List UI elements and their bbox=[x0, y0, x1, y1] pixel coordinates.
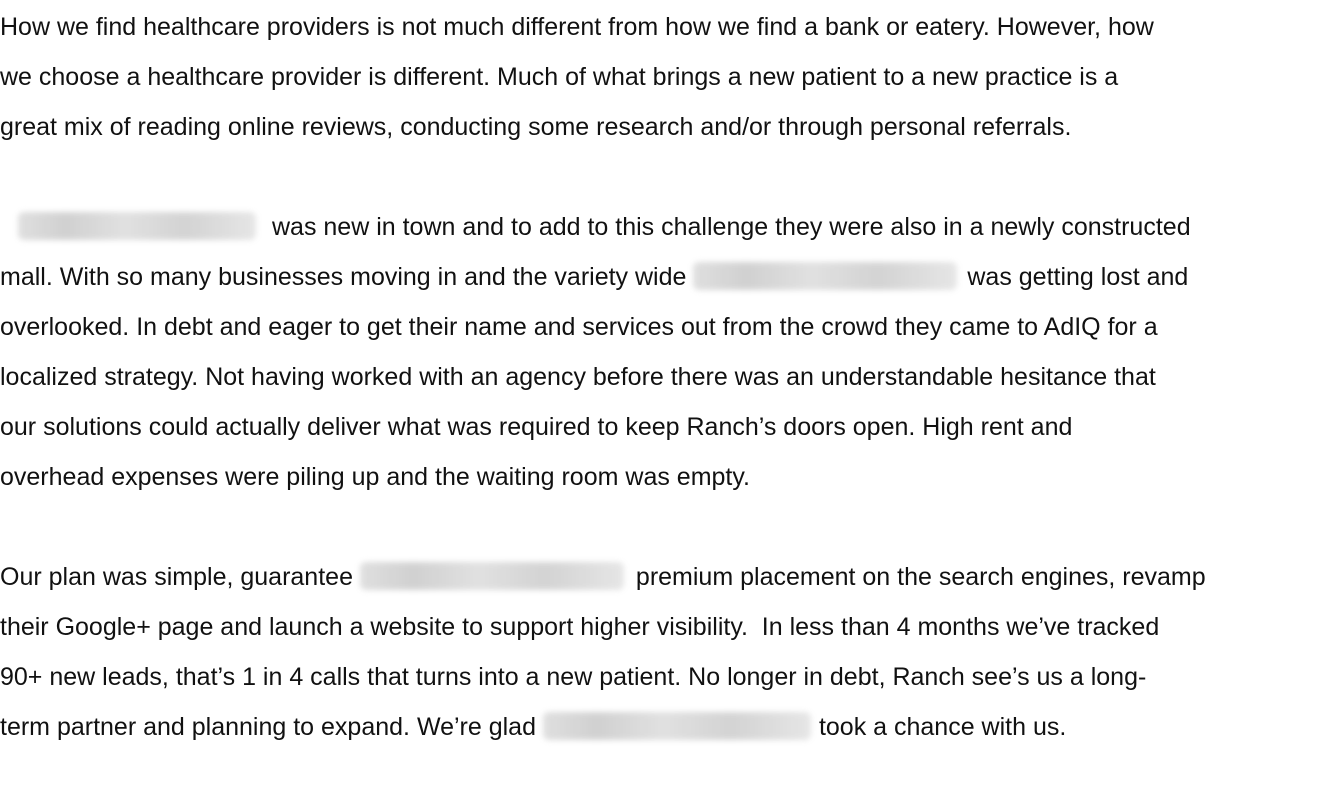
redacted-practice-name bbox=[18, 212, 256, 240]
text-line bbox=[0, 202, 1340, 252]
paragraph-challenge bbox=[0, 202, 1340, 502]
text-segment: took a chance with us. bbox=[818, 713, 1067, 741]
article-body bbox=[0, 2, 1340, 802]
paragraph-intro bbox=[0, 2, 1340, 152]
text-line: overhead expenses were piling up and the waiting room was empty. bbox=[0, 463, 750, 491]
text-line bbox=[0, 252, 1340, 302]
text-line: great mix of reading online reviews, conducting some research and/or through personal referrals. bbox=[0, 113, 1072, 141]
text-line bbox=[0, 552, 1340, 602]
redacted-practice-name bbox=[360, 562, 624, 590]
text-segment: was getting lost and bbox=[967, 263, 1189, 291]
text-segment: Our plan was simple, guarantee bbox=[0, 563, 360, 591]
text-line: overlooked. In debt and eager to get their name and services out from the crowd they came to AdIQ for a bbox=[0, 313, 1158, 341]
redacted-practice-name bbox=[693, 262, 957, 290]
paragraph-solution bbox=[0, 552, 1340, 752]
text-segment: term partner and planning to expand. We’re glad bbox=[0, 713, 543, 741]
text-segment: was new in town and to add to this challenge they were also in a newly constructed bbox=[272, 213, 1191, 241]
text-segment: premium placement on the search engines, revamp bbox=[635, 563, 1206, 591]
text-line: localized strategy. Not having worked with an agency before there was an understandable hesitance that bbox=[0, 363, 1156, 391]
text-line: How we find healthcare providers is not much different from how we find a bank or eatery. However, how bbox=[0, 13, 1154, 41]
text-line bbox=[0, 702, 1340, 752]
redacted-practice-name bbox=[543, 712, 811, 740]
text-line: their Google+ page and launch a website to support higher visibility. In less than 4 months we’ve tracked bbox=[0, 613, 1160, 641]
text-line: our solutions could actually deliver what was required to keep Ranch’s doors open. High rent and bbox=[0, 413, 1073, 441]
text-segment: mall. With so many businesses moving in and the variety wide bbox=[0, 263, 694, 291]
text-line: 90+ new leads, that’s 1 in 4 calls that turns into a new patient. No longer in debt, Ranch see’s us a long- bbox=[0, 663, 1147, 691]
text-line: we choose a healthcare provider is different. Much of what brings a new patient to a new practice is a bbox=[0, 63, 1119, 91]
